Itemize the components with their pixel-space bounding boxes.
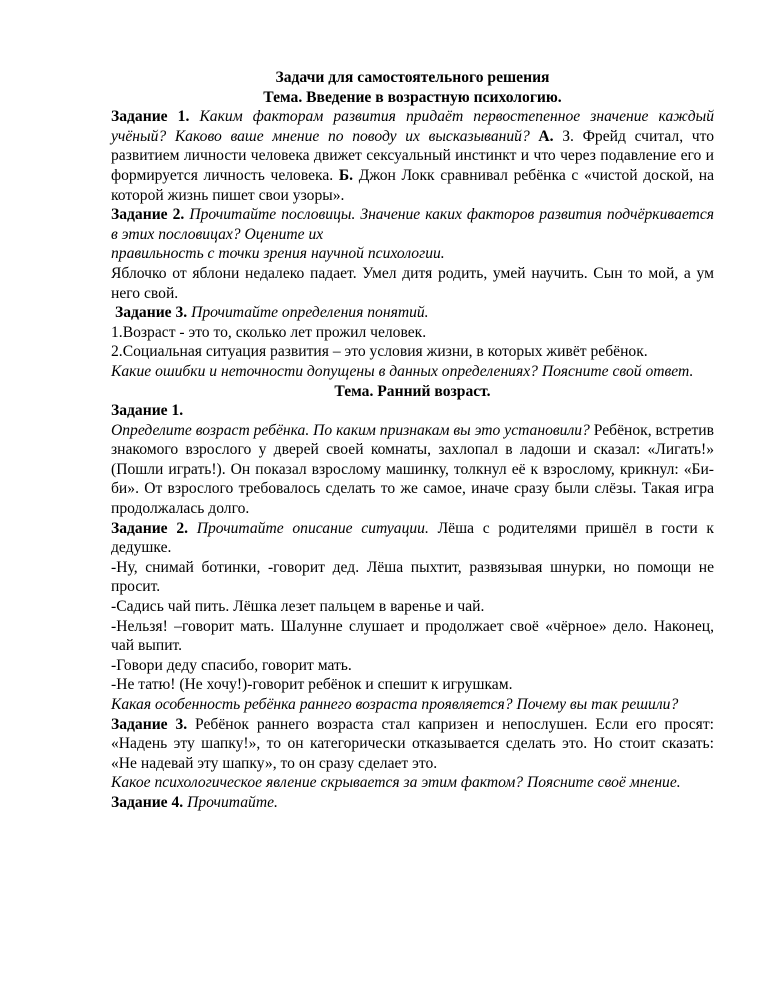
s1-task2-label: Задание 2. (111, 206, 185, 224)
s2-task2-line1: -Ну, снимай ботинки, -говорит дед. Лёша пыхтит, развязывая шнурки, но помощи не просит. (111, 558, 714, 596)
s2-task1-paragraph (111, 421, 714, 519)
s2-task1-text: Ребёнок, встретив знакомого взрослого у дверей своей комнаты, захлопал в ладоши и сказал: «Лигать!» (Пошли играть!). Он показал взрослому машинку, толкнул её к взрослому, крикнул: «Би-би». От взрослого требовалось сделать то же самое, иначе сразу были слёзы. Такая игра продолжалась долго. (111, 421, 714, 518)
s1-task1-label: Задание 1. (111, 108, 190, 126)
s1-task3-def1: 1.Возраст - это то, сколько лет прожил человек. (111, 323, 427, 341)
s2-task2-label: Задание 2. (111, 519, 189, 537)
s2-task2-line2: -Садись чай пить. Лёшка лезет пальцем в варенье и чай. (111, 598, 485, 616)
s2-task1-question: Определите возраст ребёнка. По каким признакам вы это установили? (111, 421, 590, 439)
s2-task2-instruction: Прочитайте описание ситуации. (196, 519, 429, 537)
s1-task1-question: Каким факторам развития придаёт первостепенное значение каждый учёный? Каково ваше мнение по поводу их высказываний? (111, 108, 714, 145)
s1-task1-a-label: А. (538, 127, 554, 145)
s1-task2-proverbs: Яблочко от яблони недалеко падает. Умел дитя родить, умей научить. Сын то мой, а ум него свой. (111, 264, 714, 302)
s2-task2-line4: -Говори деду спасибо, говорит мать. (111, 656, 352, 674)
s2-task2-line5: -Не татю! (Не хочу!)-говорит ребёнок и спешит к игрушкам. (111, 676, 513, 694)
s1-task2-question-cont: правильность с точки зрения научной психологии. (111, 245, 445, 263)
s1-task3-label: Задание 3. (115, 304, 188, 322)
document-page (111, 68, 714, 813)
topic-heading-intro: Тема. Введение в возрастную психологию. (263, 88, 562, 106)
s1-task2-paragraph (111, 205, 714, 244)
s2-task4-label: Задание 4. (111, 793, 184, 811)
s1-task2-question: Прочитайте пословицы. Значение каких факторов развития подчёркивается в этих пословицах? Оцените их (111, 206, 714, 243)
s1-task3-paragraph (111, 303, 714, 323)
s1-task3-instruction: Прочитайте определения понятий. (191, 304, 429, 322)
s2-task2-line3: -Нельзя! –говорит мать. Шалунне слушает и продолжает своё «чёрное» дело. Наконец, чай выпит. (111, 617, 714, 655)
s2-task3-paragraph (111, 715, 714, 774)
s1-task1-b-label: Б. (338, 166, 354, 184)
s1-task1-paragraph (111, 107, 714, 205)
s1-task3-question: Какие ошибки и неточности допущены в данных определениях? Поясните свой ответ. (111, 362, 694, 380)
s1-task1-a-text: З. Фрейд считал, что развитием личности человека движет сексуальный инстинкт и что через подавление его и формируется личность человека. (111, 127, 714, 184)
s1-task3-def2: 2.Социальная ситуация развития – это условия жизни, в которых живёт ребёнок. (111, 343, 648, 361)
s2-task3-question: Какое психологическое явление скрывается за этим фактом? Поясните своё мнение. (111, 774, 681, 792)
s2-task3-text: Ребёнок раннего возраста стал капризен и непослушен. Если его просят: «Надень эту шапку!», то он категорически отказывается сделать это. Но стоит сказать: «Не надевай эту шапку», то он сразу сделает это. (111, 715, 714, 772)
s2-task2-paragraph (111, 519, 714, 558)
s2-task1-label: Задание 1. (111, 402, 184, 420)
s2-task2-question: Какая особенность ребёнка раннего возраста проявляется? Почему вы так решили? (111, 696, 679, 713)
s1-task1-b-text: Джон Локк сравнивал ребёнка с «чистой доской, на которой жизнь пишет свои узоры». (111, 166, 714, 204)
s2-task4-paragraph (111, 793, 714, 813)
s2-task3-label: Задание 3. (111, 715, 188, 733)
topic-heading-early-age: Тема. Ранний возраст. (334, 382, 491, 400)
s2-task2-intro: Лёша с родителями пришёл в гости к дедушке. (111, 519, 714, 557)
document-title: Задачи для самостоятельного решения (275, 69, 550, 86)
s2-task4-instruction: Прочитайте. (187, 793, 278, 811)
